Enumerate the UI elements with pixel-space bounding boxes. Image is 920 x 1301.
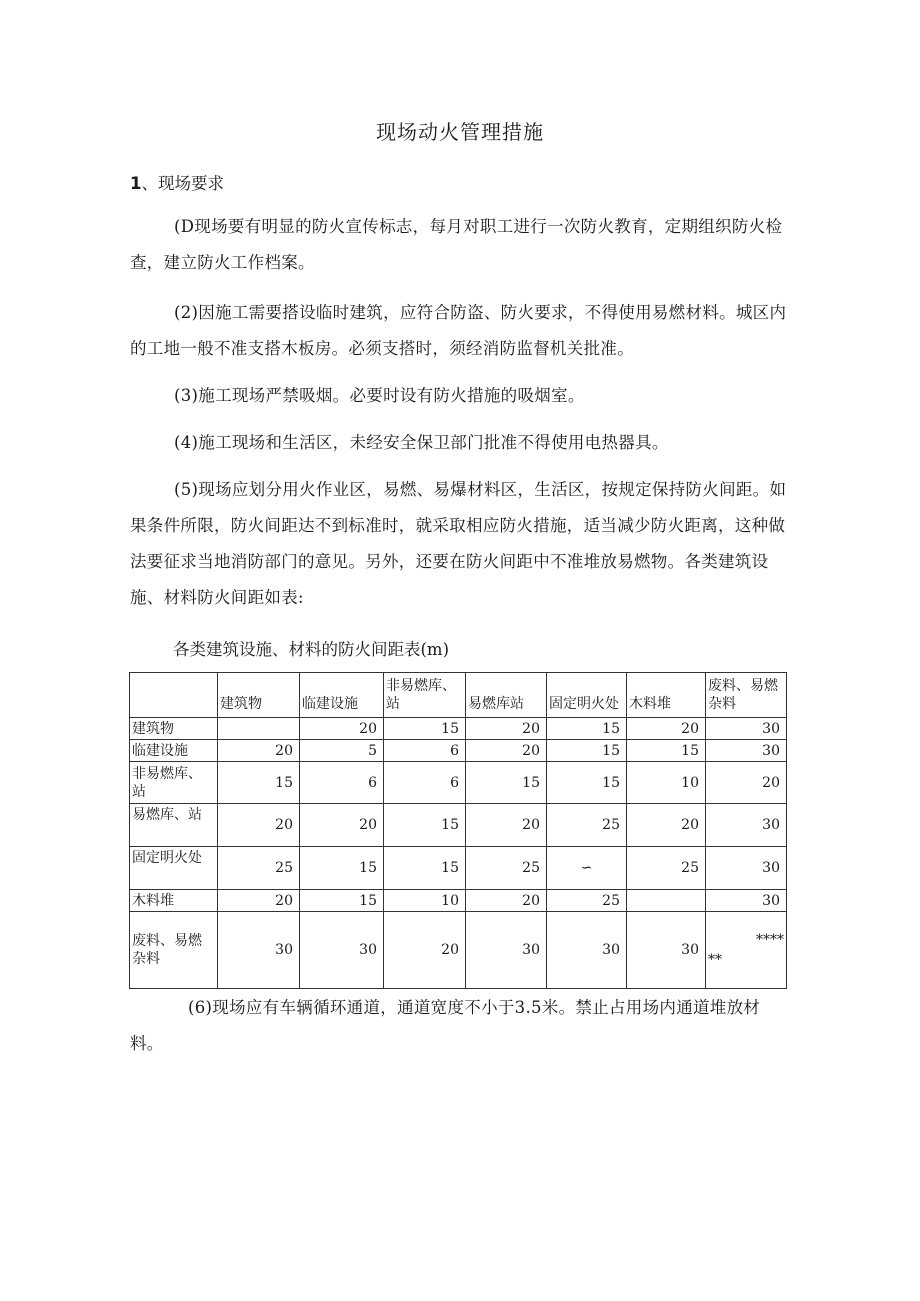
paragraph-1: (D现场要有明显的防火宣传标志，每月对职工进行一次防火教育，定期组织防火检查，建立防火工作档案。 [130, 217, 783, 272]
table-cell: 15 [547, 762, 627, 804]
table-cell: 30 [466, 912, 547, 989]
table-cell: 20 [300, 804, 384, 847]
table-cell: 20 [300, 718, 384, 740]
row-header: 非易燃库、站 [130, 762, 218, 804]
table-row [130, 847, 787, 890]
table-cell [218, 718, 300, 740]
column-header: 废料、易燃杂料 [706, 673, 787, 718]
fire-distance-table [129, 672, 787, 989]
table-cell: 20 [218, 804, 300, 847]
table-cell: 15 [627, 740, 706, 762]
table-cell: 20 [218, 740, 300, 762]
table-row [130, 718, 787, 740]
table-cell: 20 [466, 718, 547, 740]
table-cell: 25 [218, 847, 300, 890]
table-cell: 25 [466, 847, 547, 890]
column-header: 固定明火处 [547, 673, 627, 718]
column-header: 易燃库站 [466, 673, 547, 718]
table-row [130, 740, 787, 762]
column-header: 非易燃库、站 [384, 673, 466, 718]
row-header: 固定明火处 [130, 847, 218, 890]
table-cell: 6 [384, 740, 466, 762]
table-cell: 15 [384, 718, 466, 740]
table-row [130, 890, 787, 912]
paragraph-4: (4)施工现场和生活区，未经安全保卫部门批准不得使用电热器具。 [174, 433, 669, 452]
table-row [130, 762, 787, 804]
table-cell: 20 [627, 804, 706, 847]
table-cell: 20 [466, 740, 547, 762]
table-cell: 30 [218, 912, 300, 989]
paragraph-5: (5)现场应划分用火作业区，易燃、易爆材料区，生活区，按规定保持防火间距。如果条件所限，防火间距达不到标准时，就采取相应防火措施，适当减少防火距离，这种做法要征求当地消防部门的意见。另外，还要在防火间距中不准堆放易燃物。各类建筑设施、材料防火间距如表: [130, 480, 787, 607]
table-cell: 30 [706, 718, 787, 740]
table-cell: 15 [466, 762, 547, 804]
table-cell: 30 [547, 912, 627, 989]
section-label: 、现场要求 [141, 174, 224, 193]
row-header: 易燃库、站 [130, 804, 218, 847]
table-cell: 20 [466, 890, 547, 912]
table-cell: 15 [384, 804, 466, 847]
table-row [130, 912, 787, 989]
table-cell: ∽ [547, 847, 627, 890]
table-cell [627, 890, 706, 912]
table-cell: 20 [384, 912, 466, 989]
table-cell: 30 [300, 912, 384, 989]
column-header: 临建设施 [300, 673, 384, 718]
table-cell: 10 [627, 762, 706, 804]
table-cell: 30 [627, 912, 706, 989]
table-cell: 15 [384, 847, 466, 890]
table-cell: 6 [300, 762, 384, 804]
stars-bottom: ** [708, 952, 722, 968]
table-cell: 15 [547, 740, 627, 762]
table-cell: 15 [547, 718, 627, 740]
section-number: 1 [130, 174, 142, 193]
corner-cell [130, 673, 218, 718]
table-cell: 25 [547, 804, 627, 847]
table-cell: 25 [547, 890, 627, 912]
table-cell: 25 [627, 847, 706, 890]
page-title: 现场动火管理措施 [376, 120, 544, 144]
table-cell: 15 [300, 890, 384, 912]
column-header: 建筑物 [218, 673, 300, 718]
row-header: 建筑物 [130, 718, 218, 740]
table-cell: 15 [218, 762, 300, 804]
paragraph-3: (3)施工现场严禁吸烟。必要时设有防火措施的吸烟室。 [174, 386, 585, 405]
table-cell: 30 [706, 804, 787, 847]
table-cell: 20 [706, 762, 787, 804]
table-cell: 15 [300, 847, 384, 890]
section-heading [130, 170, 224, 194]
row-header: 木料堆 [130, 890, 218, 912]
table-cell: 5 [300, 740, 384, 762]
table-row [130, 804, 787, 847]
table-cell: 20 [627, 718, 706, 740]
table-cell: 30 [706, 847, 787, 890]
table-cell: 10 [384, 890, 466, 912]
paragraph-2: (2)因施工需要搭设临时建筑，应符合防盗、防火要求，不得使用易燃材料。城区内的工地一般不准支搭木板房。必须支搭时，须经消防监督机关批准。 [130, 303, 787, 358]
table-header-row [130, 673, 787, 718]
table-cell: 6 [384, 762, 466, 804]
column-header: 木料堆 [627, 673, 706, 718]
stars-cell [706, 912, 787, 989]
table-cell: 20 [218, 890, 300, 912]
row-header: 废料、易燃杂料 [130, 912, 218, 989]
table-caption: 各类建筑设施、材料的防火间距表(m) [173, 640, 450, 659]
table-cell: 20 [466, 804, 547, 847]
table-cell: 30 [706, 740, 787, 762]
table-cell: 30 [706, 890, 787, 912]
paragraph-6: (6)现场应有车辆循环通道，通道宽度不小于3.5米。禁止占用场内通道堆放材料。 [130, 998, 761, 1053]
stars-top: **** [756, 932, 784, 948]
row-header: 临建设施 [130, 740, 218, 762]
